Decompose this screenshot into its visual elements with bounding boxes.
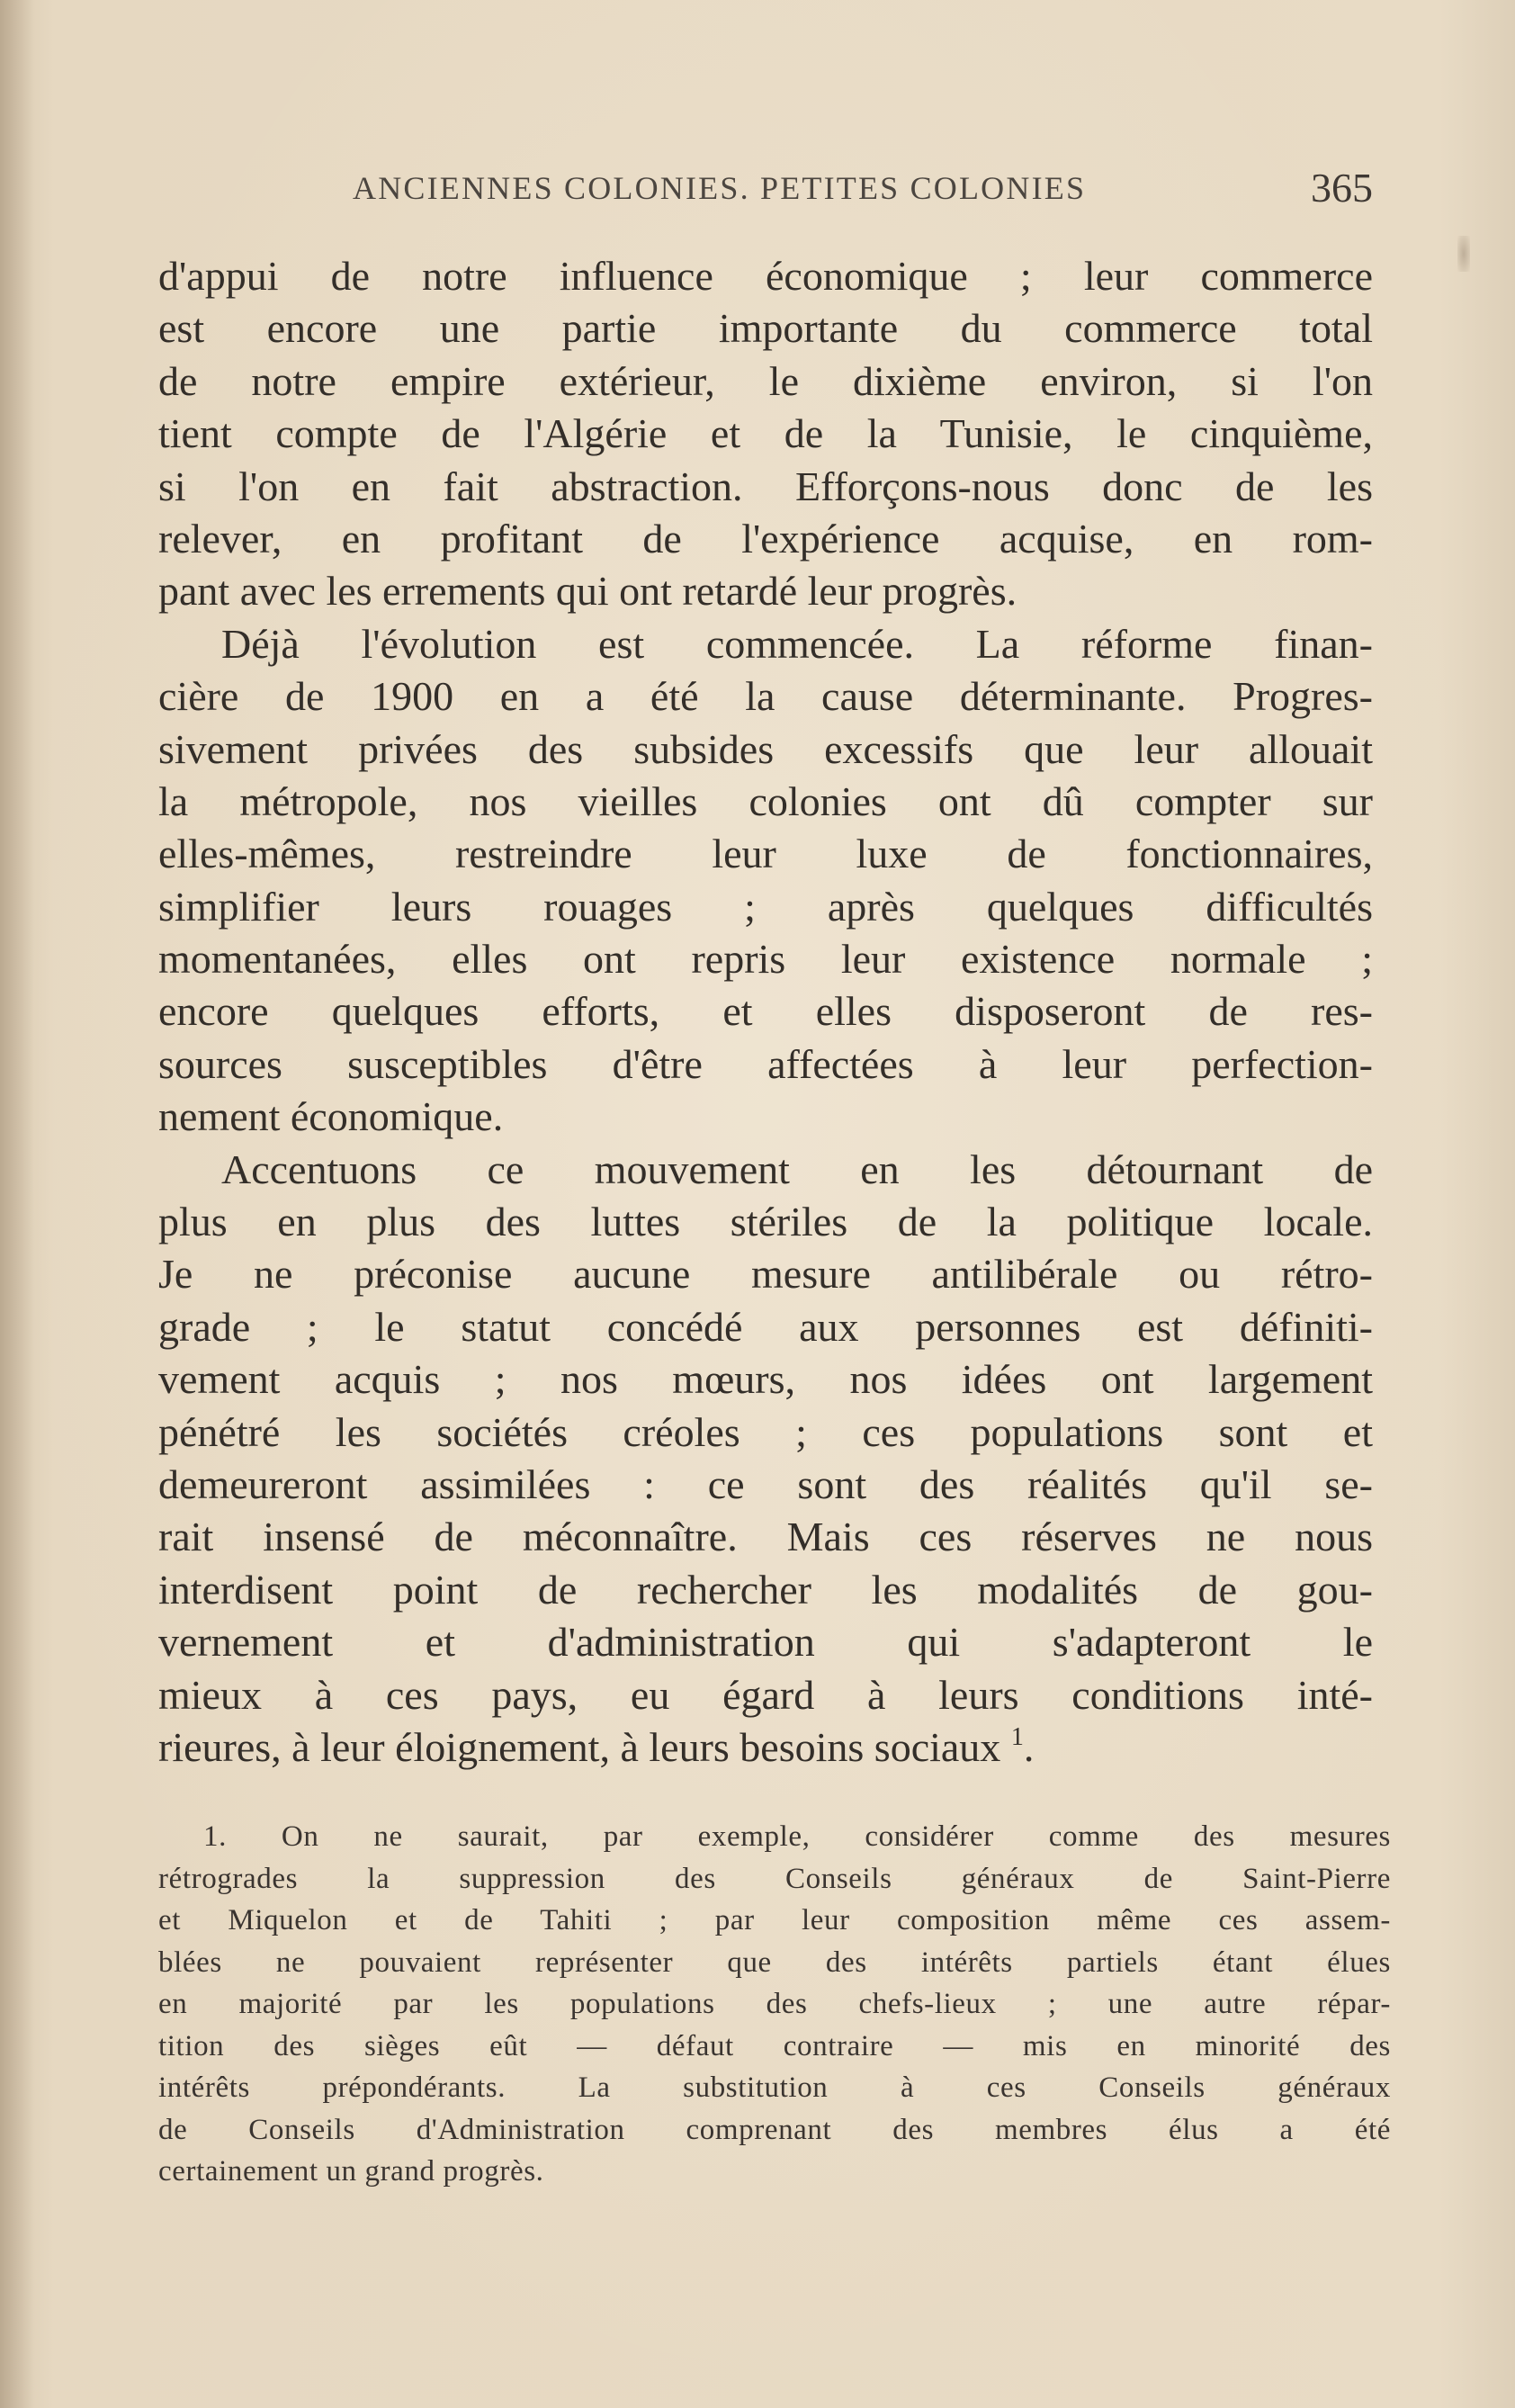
body-line: Je ne préconise aucune mesure antilibérale ou rétro- [158, 1251, 1373, 1298]
body-line: tient compte de l'Algérie et de la Tunisie, le cinquième, [158, 410, 1373, 457]
footnote-line: et Miquelon et de Tahiti ; par leur composition même ces assem- [158, 1904, 1391, 1936]
footnote-reference: 1 [1010, 1722, 1024, 1751]
footnote-line: 1. On ne saurait, par exemple, considérer comme des mesures [203, 1820, 1391, 1853]
body-line: est encore une partie importante du commerce total [158, 305, 1373, 352]
body-line: demeureront assimilées : ce sont des réalités qu'il se- [158, 1460, 1373, 1507]
body-line: cière de 1900 en a été la cause déterminante. Progres- [158, 673, 1373, 720]
body-line: sources susceptibles d'être affectées à leur perfection- [158, 1040, 1373, 1087]
page-header [162, 165, 1373, 214]
footnote-line: rétrogrades la suppression des Conseils généraux de Saint-Pierre [158, 1862, 1391, 1895]
body-line: encore quelques efforts, et elles disposeront de res- [158, 988, 1373, 1035]
footnote [158, 1816, 1391, 2193]
body-line: relever, en profitant de l'expérience acquise, en rom- [158, 515, 1373, 562]
body-line: pant avec les errements qui ont retardé leur progrès. [158, 568, 1017, 615]
footnote-line: en majorité par les populations des chefs-lieux ; une autre répar- [158, 1988, 1391, 2020]
footnote-line: blées ne pouvaient représenter que des intérêts partiels étant élues [158, 1945, 1391, 1979]
body-line: nement économique. [158, 1093, 504, 1140]
body-line: de notre empire extérieur, le dixième environ, si l'on [158, 357, 1373, 404]
body-line: vement acquis ; nos mœurs, nos idées ont largement [158, 1356, 1373, 1403]
body-line: Déjà l'évolution est commencée. La réforme finan- [221, 620, 1373, 667]
body-line-final [158, 1721, 1373, 1774]
footnote-line: tition des sièges eût — défaut contraire — mis en minorité des [158, 2029, 1391, 2062]
body-line: pénétré les sociétés créoles ; ces populations sont et [158, 1408, 1373, 1455]
body-line: Accentuons ce mouvement en les détournant de [221, 1146, 1373, 1192]
page-number: 365 [1311, 165, 1373, 211]
footnote-line: intérêts prépondérants. La substitution à ces Conseils généraux [158, 2071, 1391, 2104]
footnote-line: de Conseils d'Administration comprenant des membres élus a été [158, 2113, 1391, 2146]
paper-smudge [1457, 236, 1470, 272]
body-line: sivement privées des subsides excessifs que leur allouait [158, 725, 1373, 772]
body-line-text: rieures, à leur éloignement, à leurs besoins sociaux [158, 1723, 1001, 1770]
body-line: rait insensé de méconnaître. Mais ces réserves ne nous [158, 1514, 1373, 1560]
body-line: la métropole, nos vieilles colonies ont dû compter sur [158, 777, 1373, 824]
body-line: momentanées, elles ont repris leur existence normale ; [158, 936, 1373, 983]
spine-shadow [0, 0, 34, 2408]
running-head: ANCIENNES COLONIES. PETITES COLONIES [353, 170, 1087, 206]
body-line: vernement et d'administration qui s'adapteront le [158, 1619, 1373, 1666]
body-line: plus en plus des luttes stériles de la politique locale. [158, 1199, 1373, 1245]
footnote-line: certainement un grand progrès. [158, 2155, 544, 2188]
body-line: interdisent point de rechercher les modalités de gou- [158, 1566, 1373, 1613]
body-line: simplifier leurs rouages ; après quelques difficultés [158, 883, 1373, 930]
body-line: si l'on en fait abstraction. Efforçons-nous donc de les [158, 463, 1373, 509]
final-period: . [1023, 1723, 1035, 1770]
body-line: grade ; le statut concédé aux personnes est définiti- [158, 1303, 1373, 1350]
body-line: d'appui de notre influence économique ; leur commerce [158, 253, 1373, 299]
body-line: elles-mêmes, restreindre leur luxe de fonctionnaires, [158, 831, 1373, 877]
body-text [158, 250, 1373, 1774]
body-line: mieux à ces pays, eu égard à leurs conditions inté- [158, 1671, 1373, 1718]
